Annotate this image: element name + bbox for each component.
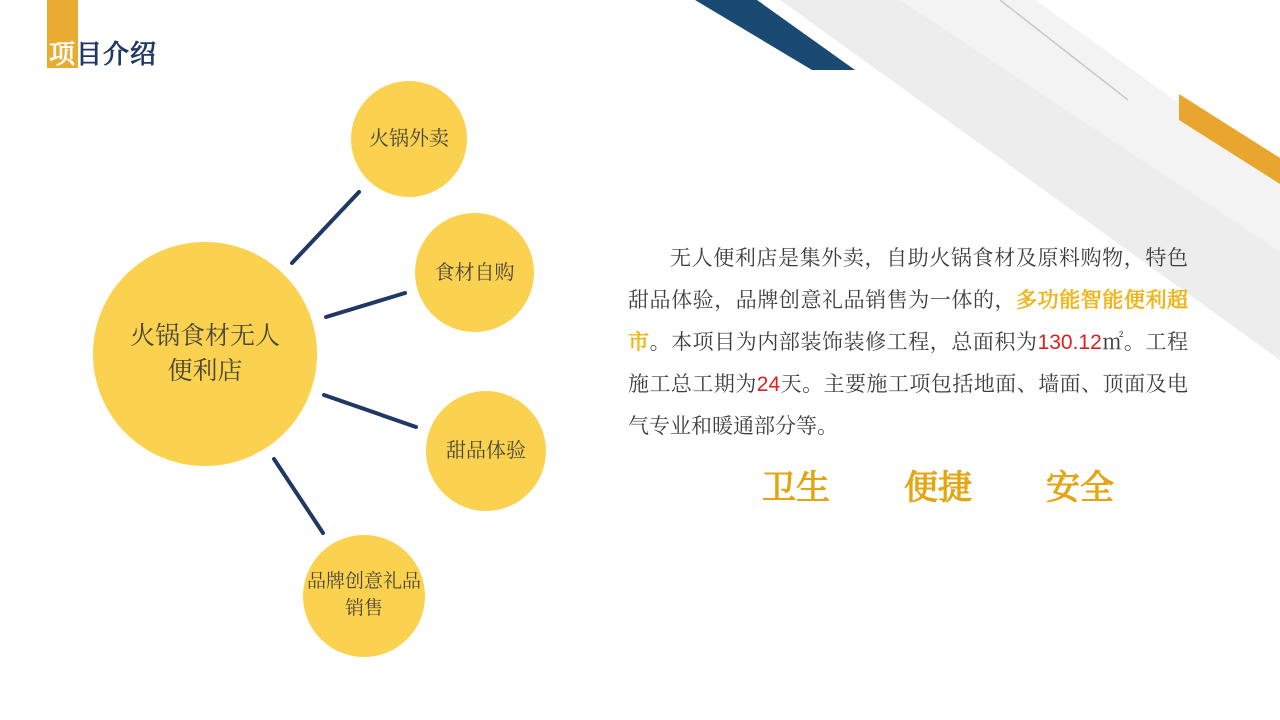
satellite-label: 甜品体验 [446,440,526,462]
paragraph-segment-red: 24 [756,373,781,396]
satellite-circle-takeout [351,81,467,197]
satellite-label: 食材自购 [434,261,515,284]
satellite-circle-dessert [426,391,546,511]
paragraph-segment-normal: ㎡。工程施工总工期为 [628,331,1189,396]
connector-line-dessert [324,395,416,427]
paragraph-segment-normal: 无人便利店是集外卖，自助火锅食材及原料购物，特色甜品体验，品牌创意礼品销售为一体的， [628,247,1188,312]
satellite-label: 火锅外卖 [369,128,449,150]
main-circle-store [93,242,317,466]
satellite-circle-ingredients [415,213,534,332]
intro-paragraph [628,238,1188,448]
paragraph-segment-gold: 多功能智能便利超市 [628,289,1189,354]
connector-line-takeout [292,192,359,263]
keywords-row [762,470,1114,507]
satellite-circle-gifts [303,535,425,657]
paragraph-segment-red: 130.12 [1037,331,1102,354]
paragraph-segment-normal: 天。主要施工项包括地面、墙面、顶面及电气专业和暖通部分等。 [628,373,1189,438]
connector-line-gifts [274,459,323,533]
main-circle-label-line1: 火锅食材无人 [129,322,280,350]
keyword-hygiene: 卫生 [762,469,830,507]
paragraph-segment-normal: 。本项目为内部装饰装修工程，总面积为 [649,331,1038,354]
page-title-first-char: 项 [49,39,77,69]
satellite-label-line1: 品牌创意礼品 [306,571,421,593]
satellite-label-line2: 销售 [344,598,383,619]
keyword-convenience: 便捷 [904,469,972,507]
page-title-rest: 目介绍 [76,39,158,69]
keyword-safety: 安全 [1046,469,1114,507]
connector-line-ingredients [326,293,405,317]
main-circle-label-line2: 便利店 [167,357,243,385]
